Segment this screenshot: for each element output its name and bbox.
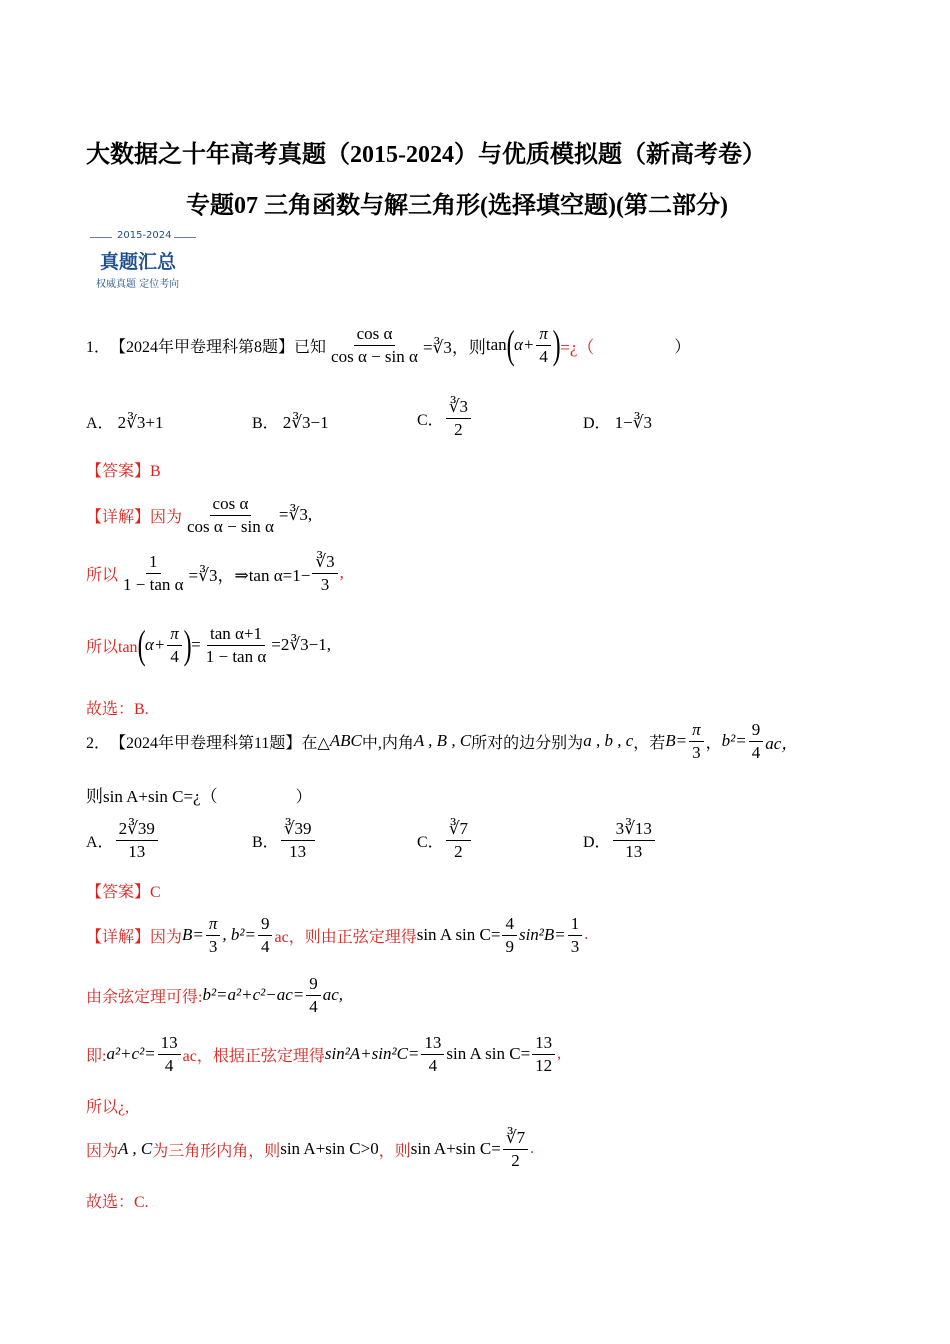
denominator: 1 − tan α [123,574,184,594]
fraction [503,1127,528,1172]
q2-option-a[interactable] [86,818,160,863]
numerator: 1 [146,551,161,574]
three: 3 [208,936,218,956]
option-label: D． [583,834,611,851]
b-squared: b²= [721,731,747,750]
denominator: 4 [164,1055,174,1075]
triangle-abc: ABC [329,731,362,750]
denominator: 9 [505,936,514,956]
q2-number: 2． [86,734,111,752]
b-eq: B= [665,731,688,750]
numerator: 3∛13 [613,818,655,841]
q2-conclusion: 故选：C. [86,1194,149,1211]
detail-label: 【详解】因为 [86,508,183,526]
logo-tagline: 权威真题 定位考向 [96,279,180,290]
numerator: ∛3 [312,551,337,574]
equation: b²=a²+c²−ac= [202,985,305,1004]
numerator: ∛39 [281,818,315,841]
q2-source: 【2024年甲卷理科第11题】在△ [110,734,330,752]
q1-cond-denominator: cos α − sin α [331,346,418,366]
q1-detail-line-2 [86,550,344,596]
text: ac，则由正弦定理得 [274,928,417,946]
equation: =∛3, [278,505,313,524]
numerator: 13 [158,1032,181,1055]
denominator: 13 [625,842,643,861]
option-fraction [446,396,471,441]
denominator: 2 [454,420,463,439]
q1-option-a[interactable] [86,410,163,433]
q1-cond-eq: =∛3，则 [422,337,486,357]
angles: A , B , C [413,731,472,750]
punct: . [530,1140,535,1157]
q1-pi-over-4 [536,323,551,368]
q2-detail-line-1 [86,912,588,958]
pi: π [206,913,221,936]
fraction [421,1032,444,1077]
four: 4 [751,742,761,762]
ac: ac， [765,733,799,753]
option-label: D． [583,415,611,432]
q1-source: 【2024年甲卷理科第8题】已知 [110,338,327,356]
right-paren: ) [552,322,561,367]
nine-fourths [749,719,764,764]
q1-number: 1． [86,338,111,356]
ac: ac, [322,985,344,1004]
q1-conclusion: 故选：B. [86,701,149,718]
four: 4 [170,646,179,666]
text: ac，根据正弦定理得 [182,1047,325,1065]
denominator: cos α − sin α [187,516,274,536]
text: ，若 [633,734,666,752]
q2-answer: 【答案】C [86,884,161,901]
fraction [158,1032,181,1077]
denominator: 13 [289,842,307,861]
close-paren: ） [295,789,312,806]
pi-over-4 [167,623,182,668]
option-value: 2∛3+1 [117,413,164,432]
page-title: 大数据之十年高考真题（2015-2024）与优质模拟题（新高考卷） [86,142,766,168]
fraction [203,623,270,668]
q1-condition-fraction [328,323,421,368]
question-1-stem [86,320,690,370]
inequality: sin A+sin C>0 [280,1139,379,1158]
option-label: C． [417,412,444,429]
nine-fourths [258,913,273,958]
logo-main-text: 真题汇总 [100,251,177,273]
text: 所对的边分别为 [471,734,584,752]
nine: 9 [306,973,321,996]
sides: a , b , c [583,731,634,750]
q1-option-b[interactable] [252,410,329,433]
pi: π [689,719,704,742]
denominator: 3 [570,936,580,956]
option-label: A． [86,834,114,851]
prefix: 所以 [86,566,119,584]
right-paren: ) [183,622,192,667]
q2-detail-line-5 [86,1126,534,1172]
three: 3 [692,742,701,762]
fraction [184,493,277,538]
numerator: ∛7 [503,1127,528,1150]
fraction [568,913,583,958]
nine: 9 [749,719,764,742]
text: 为三角形内角，则 [152,1142,281,1160]
text: 中,内角 [361,734,414,752]
sin-product: sin A sin C= [446,1044,531,1063]
q1-cond-numerator: cos α [354,323,396,346]
inner: α+ [144,635,166,654]
equation: =∛3，⇒tan α=1− [188,565,311,585]
q2-ask: 则sin A+sin C=¿（ [86,787,218,806]
text: ，则 [378,1142,411,1160]
pi: π [536,323,551,346]
numerator: 1 [568,913,583,936]
denominator: 1 − tan α [205,646,267,666]
q1-tan: tan [485,335,507,354]
option-label: B． [252,834,279,851]
four: 4 [539,346,548,366]
numerator: 4 [502,913,517,936]
q1-detail-line-1 [86,492,312,538]
q1-detail-line-3: 所以tan ( α+ $\frac{\pi}{4}$ ) = $\frac{\text{tan α+1}}{\text{1 − tan α}}$ =2∛3−1, [86,622,332,667]
sin-squared-b: sin²B= [518,925,566,944]
q2-detail-line-3 [86,1031,561,1077]
option-fraction [613,818,655,863]
punct: . [584,926,589,943]
numerator: 2∛39 [116,818,158,841]
nine-fourths [306,973,321,1018]
b-squared: , b²= [222,925,256,944]
option-value: 2∛3−1 [282,413,329,432]
option-fraction [281,818,315,863]
left-paren: ( [137,622,146,667]
fraction [120,551,187,596]
q1-option-d[interactable] [583,410,652,433]
q1-close-paren: ） [674,338,691,356]
left-paren: ( [506,322,515,367]
numerator: tan α+1 [207,623,265,646]
option-label: B． [252,415,279,432]
prefix: 所以tan [86,638,138,656]
equation: a²+c²= [106,1044,156,1063]
numerator: ∛3 [446,396,471,419]
page-subtitle: 专题07 三角函数与解三角形(选择填空题)(第二部分) [186,193,728,219]
sin-squares: sin²A+sin²C= [324,1044,420,1063]
four: 4 [260,936,270,956]
denominator: 13 [128,842,146,861]
b-eq: B= [182,925,204,944]
q2-detail-line-4: 所以¿, [86,1099,130,1116]
q1-tail: =¿（ [560,337,595,357]
pi: π [167,623,182,646]
denominator: 4 [428,1055,438,1075]
numerator: 13 [532,1032,555,1055]
prefix: 【详解】因为 [86,928,183,946]
q1-inner: α+ [513,335,535,354]
prefix: 由余弦定理可得: [86,988,203,1006]
comma: ， [705,734,722,752]
numerator: cos α [210,493,252,516]
q1-option-c[interactable] [417,396,473,441]
angles: A , C [118,1139,153,1158]
numerator: 13 [421,1032,444,1055]
q2-option-c[interactable] [417,818,473,863]
question-2-stem [86,718,798,764]
logo [90,228,200,290]
q1-answer: 【答案】B [86,463,161,480]
q2-option-b[interactable] [252,818,317,863]
denominator: 3 [320,574,330,594]
option-value: 1−∛3 [614,413,652,432]
denominator: 2 [511,1150,520,1170]
question-2-line-2 [86,782,312,807]
nine: 9 [258,913,273,936]
fraction [532,1032,555,1077]
option-label: A． [86,415,114,432]
pi-over-3 [206,913,221,958]
numerator: ∛7 [446,818,471,841]
option-fraction [446,818,471,863]
fraction [502,913,517,958]
sin-product: sin A sin C= [416,925,501,944]
denominator: 12 [535,1055,553,1075]
prefix: 因为 [86,1142,119,1160]
prefix: 即: [86,1047,107,1065]
q2-option-d[interactable] [583,818,657,863]
pi-over-3 [689,719,704,764]
equation: =2∛3−1, [271,635,332,654]
option-fraction [116,818,158,863]
sum: sin A+sin C= [410,1139,501,1158]
q2-detail-line-2 [86,972,343,1018]
fraction [312,551,337,596]
punct: , [557,1045,562,1062]
denominator: 2 [454,842,463,861]
punct: , [339,563,344,582]
four: 4 [309,996,318,1016]
option-label: C． [417,834,444,851]
logo-years: 2015-2024 [117,230,172,241]
